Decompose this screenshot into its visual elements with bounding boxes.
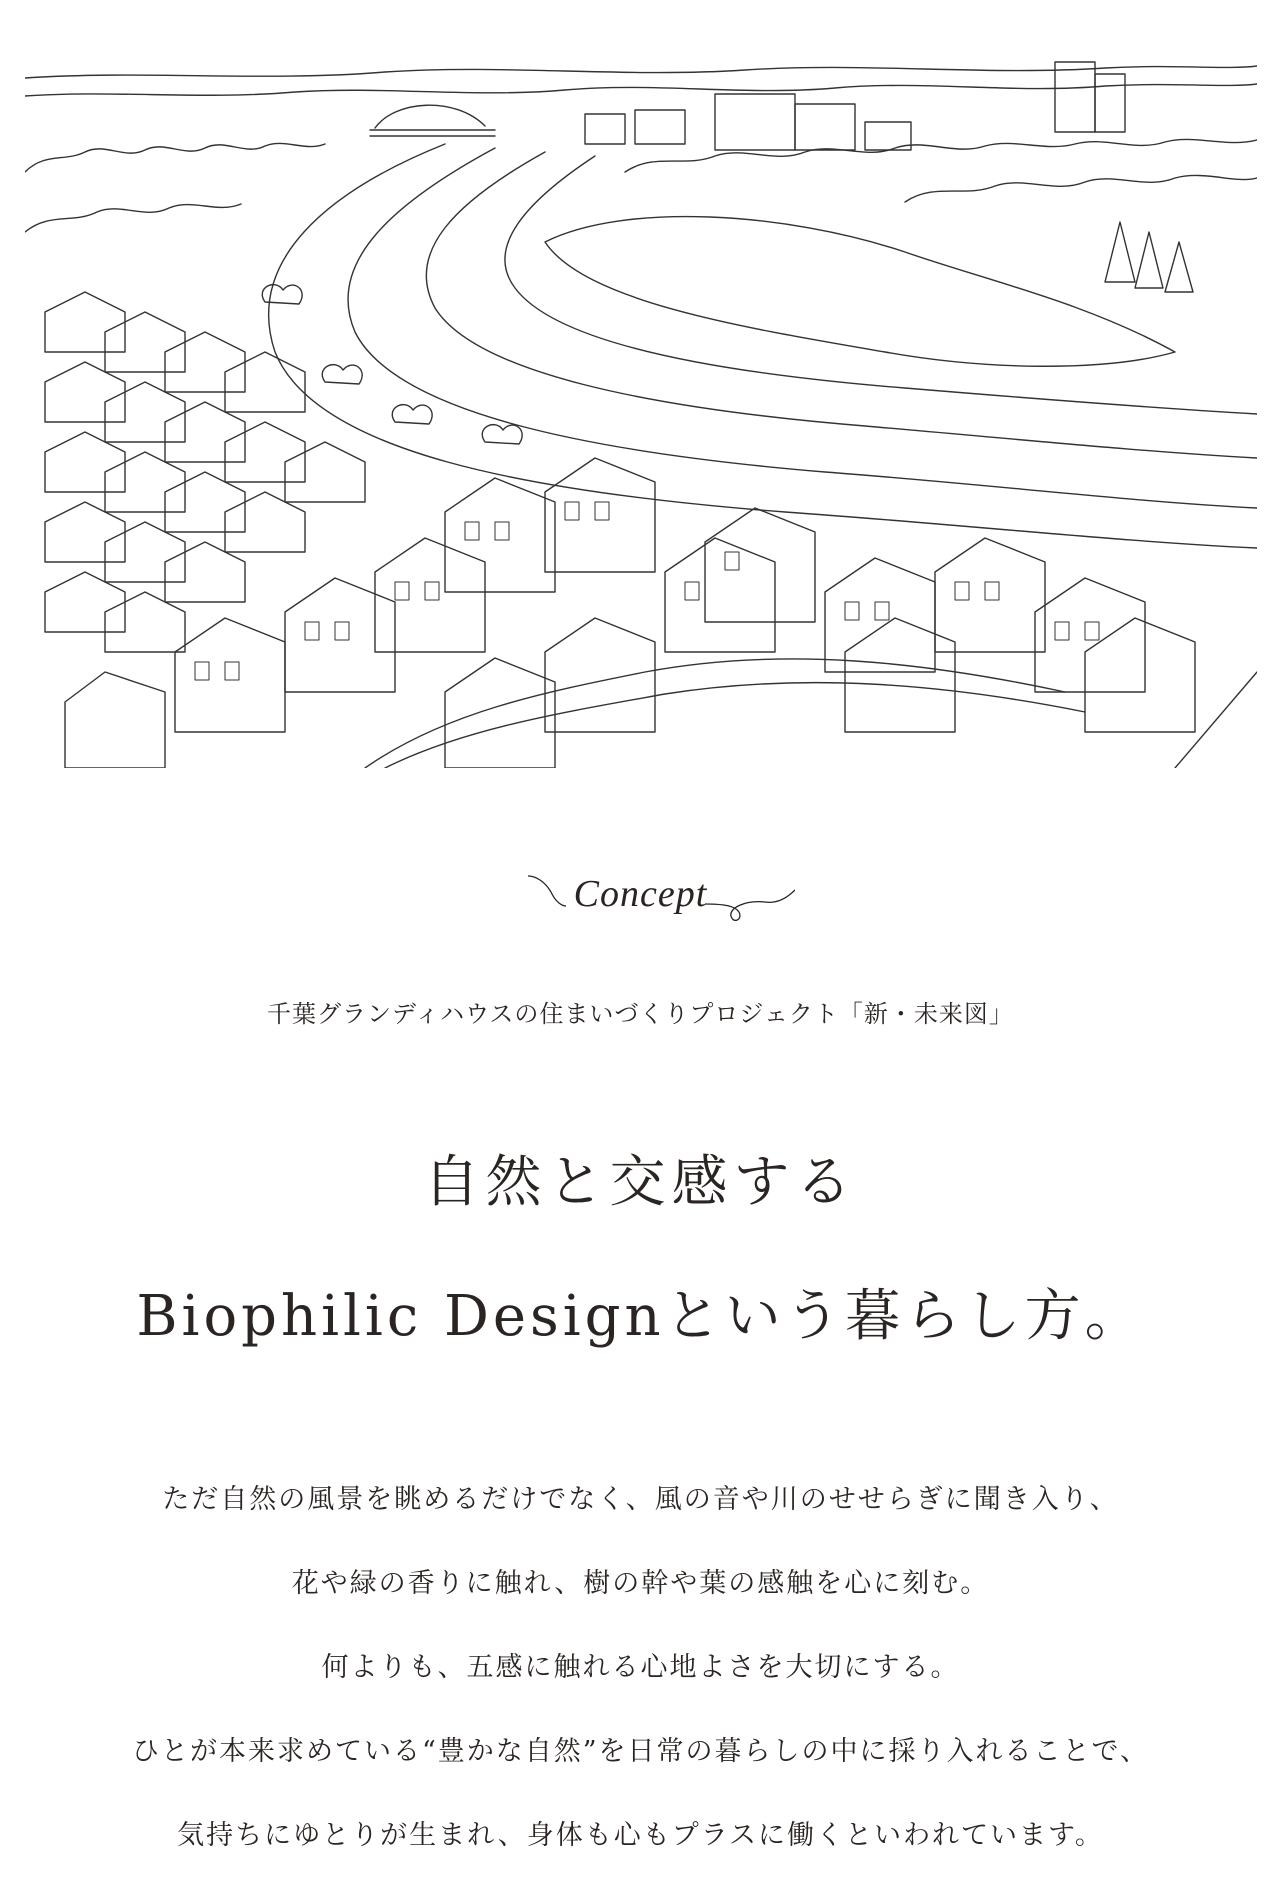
project-subtitle: 千葉グランディハウスの住まいづくりプロジェクト「新・未来図」 — [267, 1000, 1014, 1028]
body-line: ひとが本来求めている“豊かな自然”を日常の暮らしの中に採り入れることで、 — [131, 1736, 1150, 1767]
concept-heading — [0, 872, 1281, 916]
concept-label: Concept — [573, 873, 708, 915]
body-line: 何よりも、五感に触れる心地よさを大切にする。 — [321, 1652, 960, 1683]
headline-line-1: 自然と交感する — [423, 1150, 858, 1215]
swirl-left-ornament — [526, 872, 566, 912]
headline-line-2: Biophilic Designという暮らし方。 — [136, 1284, 1145, 1349]
body-line: ただ自然の風景を眺めるだけでなく、風の音や川のせせらぎに聞き入り、 — [162, 1484, 1119, 1515]
body-line: 花や緑の香りに触れ、樹の幹や葉の感触を心に刻む。 — [291, 1568, 990, 1599]
swirl-right-ornament — [705, 880, 795, 930]
hero-illustration — [25, 52, 1257, 768]
sketch-drawing — [25, 52, 1257, 768]
body-line: 気持ちにゆとりが生まれ、身体も心もプラスに働くといわれています。 — [177, 1820, 1104, 1851]
body-paragraph — [0, 1458, 1281, 1878]
